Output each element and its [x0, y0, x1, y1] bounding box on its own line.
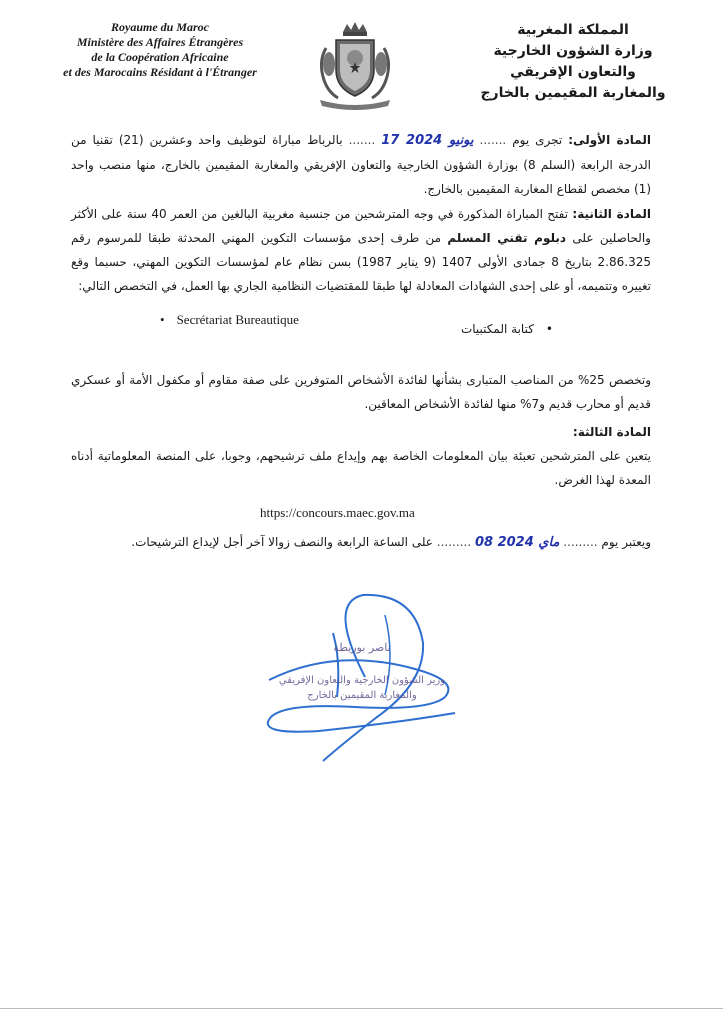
- moroccan-coat-of-arms-icon: [312, 18, 398, 110]
- article-3-heading: المادة الثالثة:: [572, 425, 651, 439]
- deadline-text: على الساعة الرابعة والنصف زوالا آخر أجل لإيداع الترشيحات.: [131, 535, 433, 549]
- letterhead-ar-line-2: وزارة الشؤون الخارجية: [493, 43, 653, 59]
- letterhead-ar-line-3: والتعاون الإفريقي: [510, 64, 636, 80]
- article-3-line-2: الغرض.: [554, 473, 593, 487]
- page-bottom-rule: [0, 1008, 723, 1009]
- article-1-line-1: بالرباط مباراة لتوظيف واحد وعشرين (21) تقنيا من الدرجة الرابعة (السلم 8) بوزارة: [71, 133, 651, 172]
- article-2-diploma: دبلوم تقني المسلم: [447, 231, 567, 245]
- specialty-french: • Secrétariat Bureautique: [160, 312, 299, 328]
- deadline-paragraph: ويعتبر يوم ......... 08 ماي 2024 ......... على الساعة الرابعة والنصف زوالا آخر أجل لإيداع الترشيحات.: [131, 535, 651, 550]
- letterhead-fr-line-4: et des Marocains Résidant à l'Étranger: [63, 65, 257, 79]
- specialty-list: [0, 312, 723, 342]
- article-2-text-2: من طرف إحدى مؤسسات التكوين المهني المحدثة طبقا للمرسوم رقم 2.86.325 بتاريخ 8 جمادى الأولى 1407: [71, 231, 651, 269]
- article-2-text-3: (9 يناير 1987) بسن نظام عام لمؤسسات التكوين المهني، حسبما وقع تغييره وتتميمه، أو على إحدى الشهادات المعادلة لها طبقا: [71, 255, 651, 293]
- signatory-name: ناصر بوريطة: [333, 641, 391, 654]
- exam-date-handwritten: 17 يونيو 2024: [381, 133, 474, 148]
- french-letterhead: [40, 20, 280, 80]
- arabic-letterhead: [463, 20, 683, 104]
- article-1-intro: تجرى يوم: [512, 133, 563, 147]
- article-2-text-4: للمقتضيات النظامية الجاري بها العمل، في التخصص التالي:: [78, 279, 369, 293]
- article-3-line-1: يتعين على المترشحين تعبئة بيان المعلومات الخاصة بهم وإيداع ملف ترشيحهم، وجوبا، على المنصة المعلوماتية أدناه المعدة لهذا: [71, 449, 651, 487]
- letterhead-ar-line-4: والمغاربة المقيمين بالخارج: [480, 85, 666, 101]
- stamp-line-2: والمغاربة المقيمين بالخارج: [307, 690, 417, 701]
- article-1: المادة الأولى: تجرى يوم ....... 17 يونيو 2024 ....... بالرباط مباراة لتوظيف واحد وعشرين (21) تقنيا من الدرجة الرابعة (السلم 8) بوزارة الشؤون الخارجية والتعاون الإفريقي والمغاربة المقيمين بالخارج، منها منصب واحد (1) مخصص لقطاع المغاربة المقيمين بالخارج.: [71, 133, 651, 196]
- stamp-line-1: وزير الشؤون الخارجية والتعاون الإفريقي: [278, 675, 446, 686]
- deadline-intro: ويعتبر يوم: [601, 535, 651, 549]
- article-2-text-1: تفتح المباراة المذكورة في وجه المترشحين من جنسية مغربية البالغين من العمر 40 سنة على الأكثر والحاصلين على: [71, 207, 651, 245]
- letterhead-fr-line-2: Ministère des Affaires Étrangères: [76, 35, 244, 49]
- letterhead-fr-line-3: de la Coopération Africaine: [91, 50, 229, 64]
- quota-line-1: وتخصص 25% من المناصب المتبارى بشأنها لفائدة الأشخاص المتوفرين على صفة مقاوم أو مكفول الأمة أو عسكري قديم: [71, 373, 651, 411]
- article-1-heading: المادة الأولى:: [568, 133, 651, 147]
- article-1-line-2: الشؤون الخارجية والتعاون الإفريقي والمغاربة المقيمين بالخارج، منها منصب واحد (1) مخصص لقطاع المغاربة المقيمين بالخارج.: [71, 158, 651, 196]
- application-url[interactable]: https://concours.maec.gov.ma: [260, 505, 415, 520]
- ministerial-stamp: [262, 640, 462, 703]
- deadline-date-handwritten: 08 ماي 2024: [474, 535, 560, 550]
- letterhead-ar-line-1: المملكة المغربية: [517, 22, 629, 38]
- article-2: [71, 202, 651, 298]
- specialty-arabic: • كتابة المكتبيات: [461, 322, 553, 336]
- article-2-heading: المادة الثانية:: [572, 207, 651, 221]
- quota-paragraph: [71, 368, 651, 416]
- quota-line-2: أو محارب قديم و7% منها لفائدة الأشخاص المعاقين.: [364, 397, 624, 411]
- letterhead-fr-line-1: Royaume du Maroc: [110, 20, 209, 34]
- article-3: [71, 420, 651, 492]
